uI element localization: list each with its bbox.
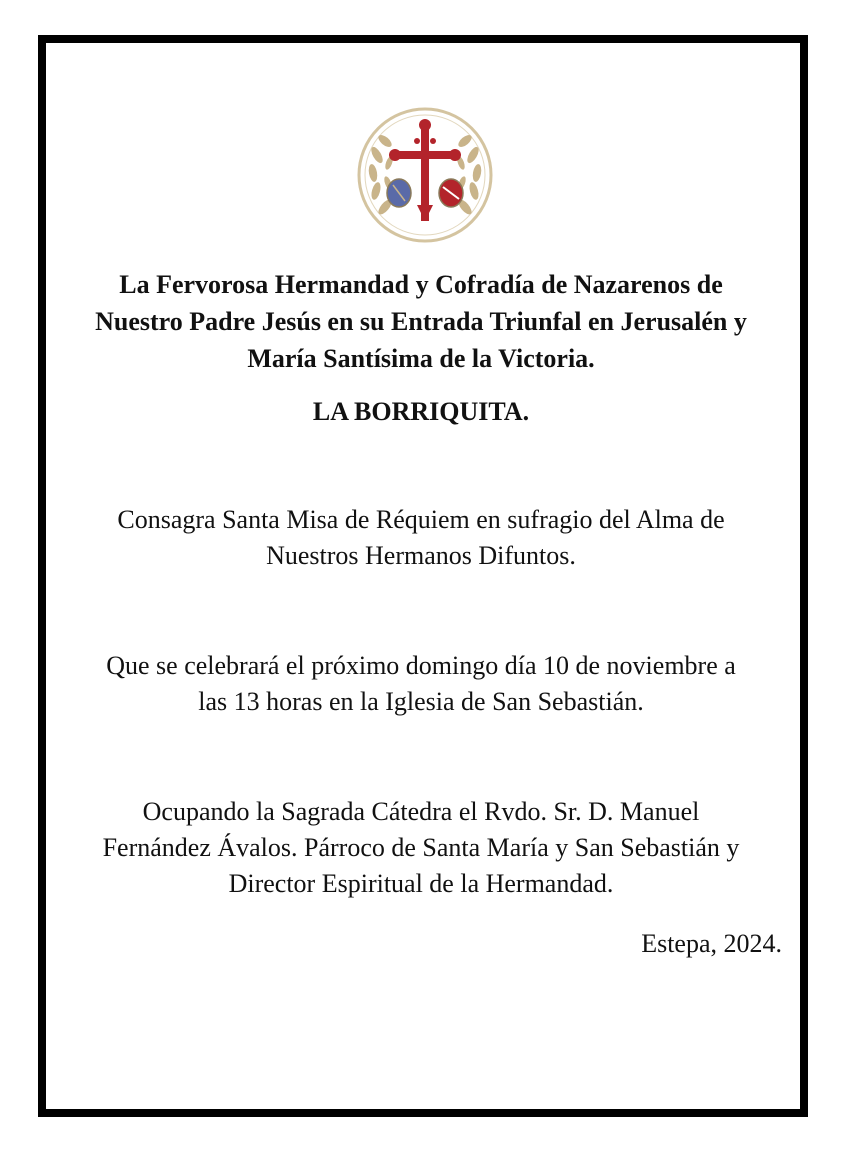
place-date-signoff: Estepa, 2024. (641, 929, 782, 958)
mass-announcement-paragraph (0, 502, 842, 574)
paragraph-1-line-2: Nuestros Hermanos Difuntos. (266, 541, 576, 570)
date-time-paragraph (0, 648, 842, 720)
brotherhood-nickname: LA BORRIQUITA. (312, 397, 530, 426)
paragraph-3-line-3: Director Espiritual de la Hermandad. (228, 869, 614, 898)
paragraph-2-line-1: Que se celebrará el próximo domingo día 10 de noviembre a (106, 651, 736, 680)
title-line-3: María Santísima de la Victoria. (247, 344, 595, 373)
paragraph-3-line-1: Ocupando la Sagrada Cátedra el Rvdo. Sr. D. Manuel (142, 797, 700, 826)
celebrant-paragraph (0, 794, 842, 902)
title-line-2: Nuestro Padre Jesús en su Entrada Triunfal en Jerusalén y (95, 307, 747, 336)
brotherhood-emblem-icon (355, 105, 495, 245)
brotherhood-title (0, 266, 842, 377)
paragraph-1-line-1: Consagra Santa Misa de Réquiem en sufragio del Alma de (117, 505, 725, 534)
paragraph-2-line-2: las 13 horas en la Iglesia de San Sebastián. (198, 687, 644, 716)
paragraph-3-line-2: Fernández Ávalos. Párroco de Santa María y San Sebastián y (102, 833, 740, 862)
title-line-1: La Fervorosa Hermandad y Cofradía de Nazarenos de (119, 270, 723, 299)
